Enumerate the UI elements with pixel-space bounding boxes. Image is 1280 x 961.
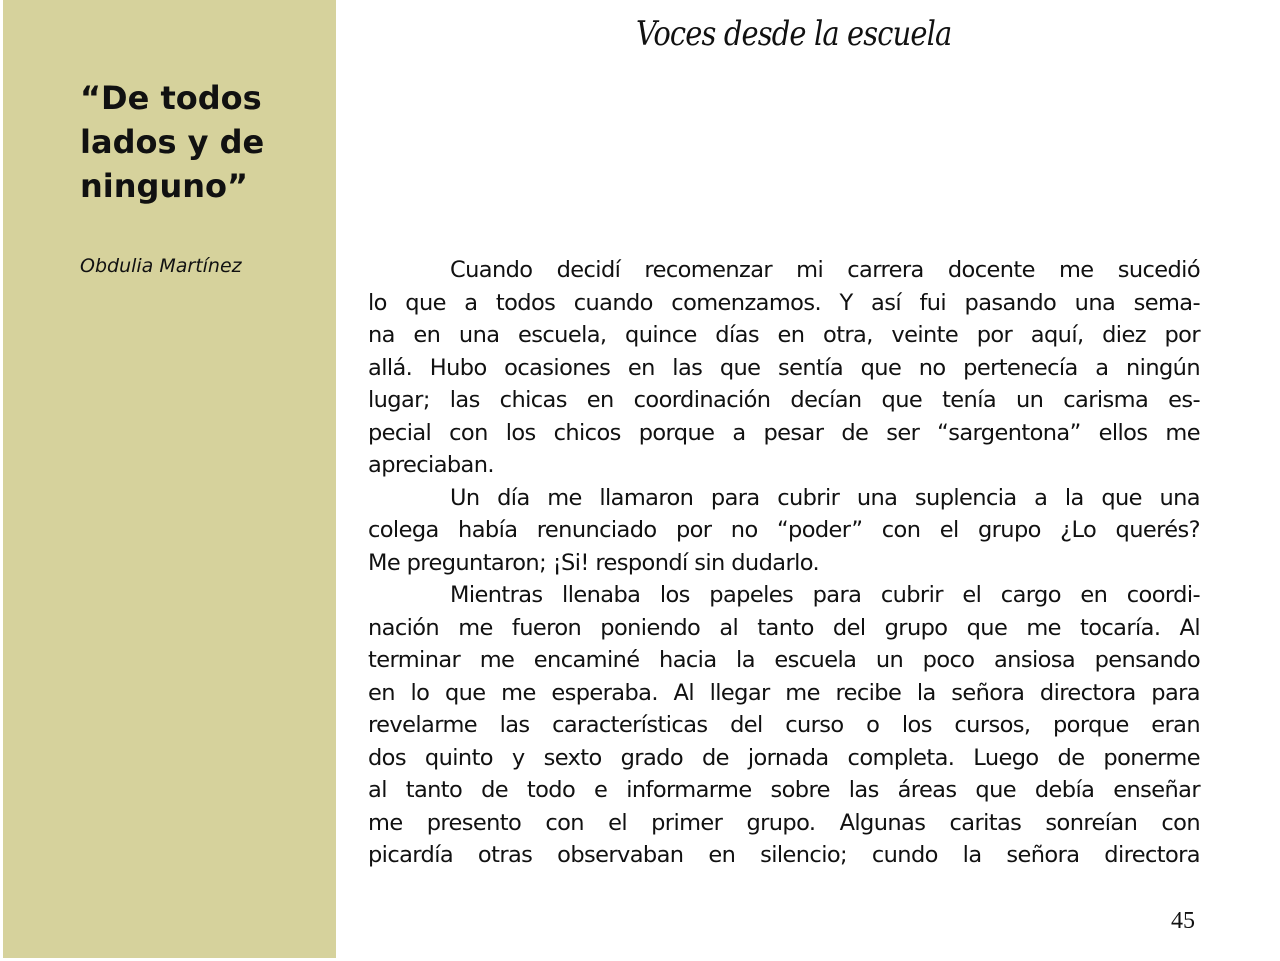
article-title: “De todos lados y de ninguno”: [80, 79, 265, 205]
text-line: allá. Hubo ocasiones en las que sentía que no pertenecía a ningún: [368, 354, 1200, 381]
text-line: na en una escuela, quince días en otra, veinte por aquí, diez por: [368, 322, 1200, 348]
text-line: revelarme las características del curso o los cursos, porque eran: [368, 712, 1200, 738]
text-line: terminar me encaminé hacia la escuela un poco ansiosa pensando: [368, 647, 1200, 673]
text-line: pecial con los chicos porque a pesar de ser “sargentona” ellos me: [368, 419, 1200, 446]
text-line: dos quinto y sexto grado de jornada completa. Luego de ponerme: [368, 744, 1200, 771]
text-line: Cuando decidí recomenzar mi carrera docente me sucedió: [450, 257, 1200, 283]
text-line: Me preguntaron; ¡Si! respondí sin dudarlo.: [368, 549, 820, 576]
text-line: Mientras llenaba los papeles para cubrir el cargo en coordi-: [450, 582, 1200, 608]
text-line: colega había renunciado por no “poder” con el grupo ¿Lo querés?: [368, 517, 1200, 543]
text-line: en lo que me esperaba. Al llegar me recibe la señora directora para: [368, 679, 1200, 706]
text-line: me presento con el primer grupo. Algunas caritas sonreían con: [368, 809, 1200, 836]
text-line: picardía otras observaban en silencio; cundo la señora directora: [368, 842, 1200, 868]
text-line: al tanto de todo e informarme sobre las áreas que debía enseñar: [368, 777, 1200, 803]
page-number: 45: [1171, 908, 1195, 934]
text-line: apreciaban.: [368, 452, 494, 478]
text-line: nación me fueron poniendo al tanto del grupo que me tocaría. Al: [368, 614, 1200, 641]
text-line: Un día me llamaron para cubrir una suplencia a la que una: [450, 484, 1200, 511]
running-header: Voces desde la escuela: [636, 14, 952, 54]
text-line: lugar; las chicas en coordinación decían que tenía un carisma es-: [368, 387, 1200, 413]
article-body: [368, 254, 1200, 872]
article-author: Obdulia Martínez: [80, 255, 242, 277]
text-line: lo que a todos cuando comenzamos. Y así fui pasando una sema-: [368, 289, 1200, 316]
